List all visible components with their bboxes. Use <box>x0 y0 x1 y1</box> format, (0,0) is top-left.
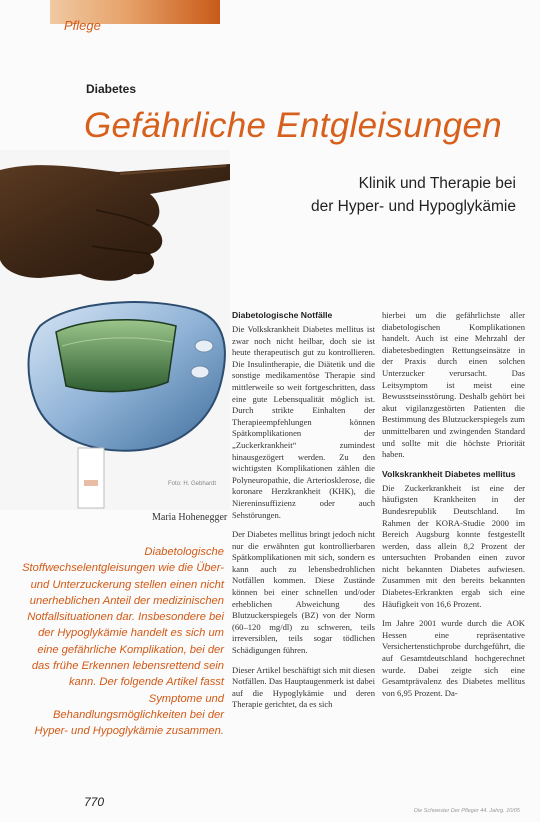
subtitle-line-2: der Hyper- und Hypoglykämie <box>310 198 516 215</box>
meter-screen <box>56 320 176 392</box>
article-kicker: Diabetes <box>86 82 137 96</box>
section-label: Pflege <box>64 18 101 33</box>
article-title: Gefährliche Entgleisungen <box>84 106 503 145</box>
article-intro: Diabetologische Stoffwechselentgleisungen wie die Über- und Unterzuckerung stellen einen nicht unerheblichen Anteil der medizinischen Notfallsituationen dar. Insbesondere bei der Hypoglykämie handelt es sich um eine gefährliche Komplikation, bei der das frühe Erkennen lebensrettend sein kann. Der folgende Artikel fasst Symptome und Behandlungsmöglichkeiten bei der Hyper- und Hypoglykämie zusammen. <box>22 546 224 738</box>
column-2-paragraph: hierbei um die gefährlichste aller diabetologischen Komplikationen handelt. Auch ist eine Mehrzahl der diabetesbedingten Rettungseinsätze in der Praxis durch einen solchen Unterzucker verursacht. Das Leitsymptom ist meist eine Bewusstseinsstörung. Deshalb gehört bei akut vigilanzgestörten Patienten die Bestimmung des Blutzuckerspiegels zum unmittelbaren und zwingenden Standard und sollte mit die höchste Priorität haben. <box>382 310 525 460</box>
column-1-paragraph: Die Volkskrankheit Diabetes mellitus ist zwar noch nicht heilbar, doch sie ist heute therapeutisch gut zu kontrollieren. Die Insulintherapie, die Diätetik und die sonstige medikamentöse Therapie sind mittlerweile so weit fortgeschritten, dass eine gute Lebensqualität möglich ist. Durch strikte Einhalten der Therapieempfehlungen können Spätkomplikationen der „Zuckerkrankheit“ zumindest hinausgezögert werden. Zu den wichtigsten Komplikationen zählen die Polyneuropathie, die Arteriosklerose, die koronare Herzkrankheit (KHK), die Niereninsuffizienz oder auch Sehstörungen. <box>232 324 375 520</box>
column-2-heading: Volkskrankheit Diabetes mellitus <box>382 468 516 479</box>
meter-button-bottom <box>191 366 209 378</box>
body-column-2 <box>382 310 525 707</box>
column-2-paragraph: Im Jahre 2001 wurde durch die AOK Hessen eine repräsentative Versichertenstichprobe durchgeführt, die auf Gesamtdeutschland hochgerechnet wurde. Dabei zeigte sich eine Gesamtprävalenz des Diabetes mellitus von 6,95 Prozent. Da- <box>382 618 525 698</box>
photo-credit: Foto: H. Gebhardt <box>168 481 217 487</box>
column-1-heading: Diabetologische Notfälle <box>232 310 333 320</box>
page-number: 770 <box>84 795 105 809</box>
journal-footer: Die Schwester Der Pfleger 44. Jahrg. 10/05 <box>413 808 520 814</box>
glucose-meter-illustration <box>0 150 230 510</box>
test-strip <box>78 448 104 508</box>
meter-button-top <box>195 340 213 352</box>
body-column-1 <box>232 310 375 719</box>
subtitle-line-1: Klinik und Therapie bei <box>358 175 516 192</box>
column-1-paragraph: Der Diabetes mellitus bringt jedoch nicht nur die erwähnten gut kontrollierbaren Spätkomplikationen mit sich, sondern es kann auch zu lebensbedrohlichen Notfällen kommen. Diese Zustände können bei einer schnellen und/oder erheblichen Abweichung des Blutzuckerspiegels (BZ) von der Norm (60–120 mg/dl) zu schweren, teils irreversiblen, teils sogar tödlichen Schädigungen führen. <box>232 529 375 656</box>
column-1-paragraph: Dieser Artikel beschäftigt sich mit diesen Notfällen. Das Hauptaugenmerk ist dabei auf die Hypoglykämie und deren Therapie gerichtet, da es sich <box>232 664 375 710</box>
author-name: Maria Hohenegger <box>152 512 228 523</box>
article-subtitle <box>311 172 516 218</box>
column-2-paragraph: Die Zuckerkrankheit ist eine der häufigsten Krankheiten in der Bundesrepublik Deutschland. Im Rahmen der KORA-Studie 2000 im Bereich Augsburg konnte festgestellt werden, dass allein 8,2 Prozent der untersuchten Probanden einen zuvor nicht bekannten Diabetes aufwiesen. Zusammen mit den bereits bekannten Diabetes-Erkrankten ergab sich eine Häufigkeit von 16,6 Prozent. <box>382 482 525 609</box>
